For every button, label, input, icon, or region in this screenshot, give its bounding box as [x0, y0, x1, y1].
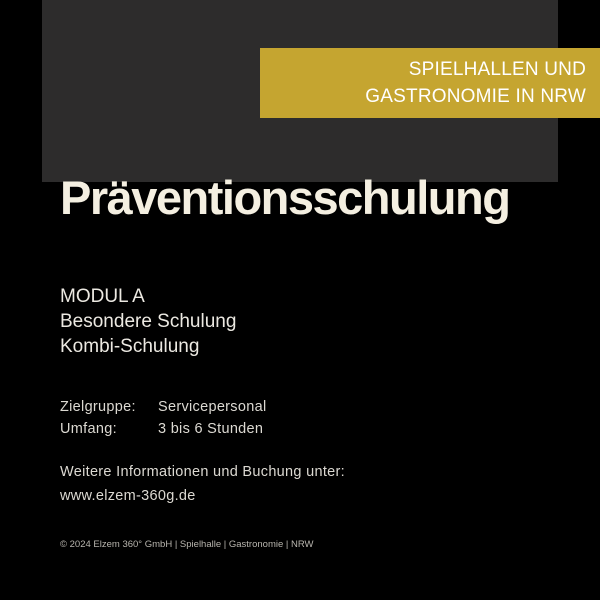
module-subtitle-2: Kombi-Schulung — [60, 336, 200, 357]
course-details — [60, 396, 266, 440]
module-title: MODUL A — [60, 286, 145, 307]
headline: Präventionsschulung — [60, 171, 510, 224]
more-info-text: Weitere Informationen und Buchung unter: — [60, 464, 345, 480]
region-banner — [260, 48, 600, 118]
more-info — [60, 460, 345, 508]
website-link[interactable]: www.elzem-360g.de — [60, 488, 196, 504]
target-group-label: Zielgruppe: — [60, 399, 136, 415]
target-group-value: Servicepersonal — [158, 399, 267, 415]
module-info — [60, 284, 236, 359]
scope-label: Umfang: — [60, 421, 117, 437]
target-group-row — [60, 396, 266, 418]
scope-row — [60, 418, 266, 440]
module-subtitle-1: Besondere Schulung — [60, 311, 237, 332]
banner-line-2: GASTRONOMIE IN NRW — [365, 86, 586, 107]
copyright-footer: © 2024 Elzem 360° GmbH | Spielhalle | Gastronomie | NRW — [60, 539, 314, 550]
banner-line-1: SPIELHALLEN UND — [408, 59, 586, 80]
scope-value: 3 bis 6 Stunden — [158, 421, 264, 437]
